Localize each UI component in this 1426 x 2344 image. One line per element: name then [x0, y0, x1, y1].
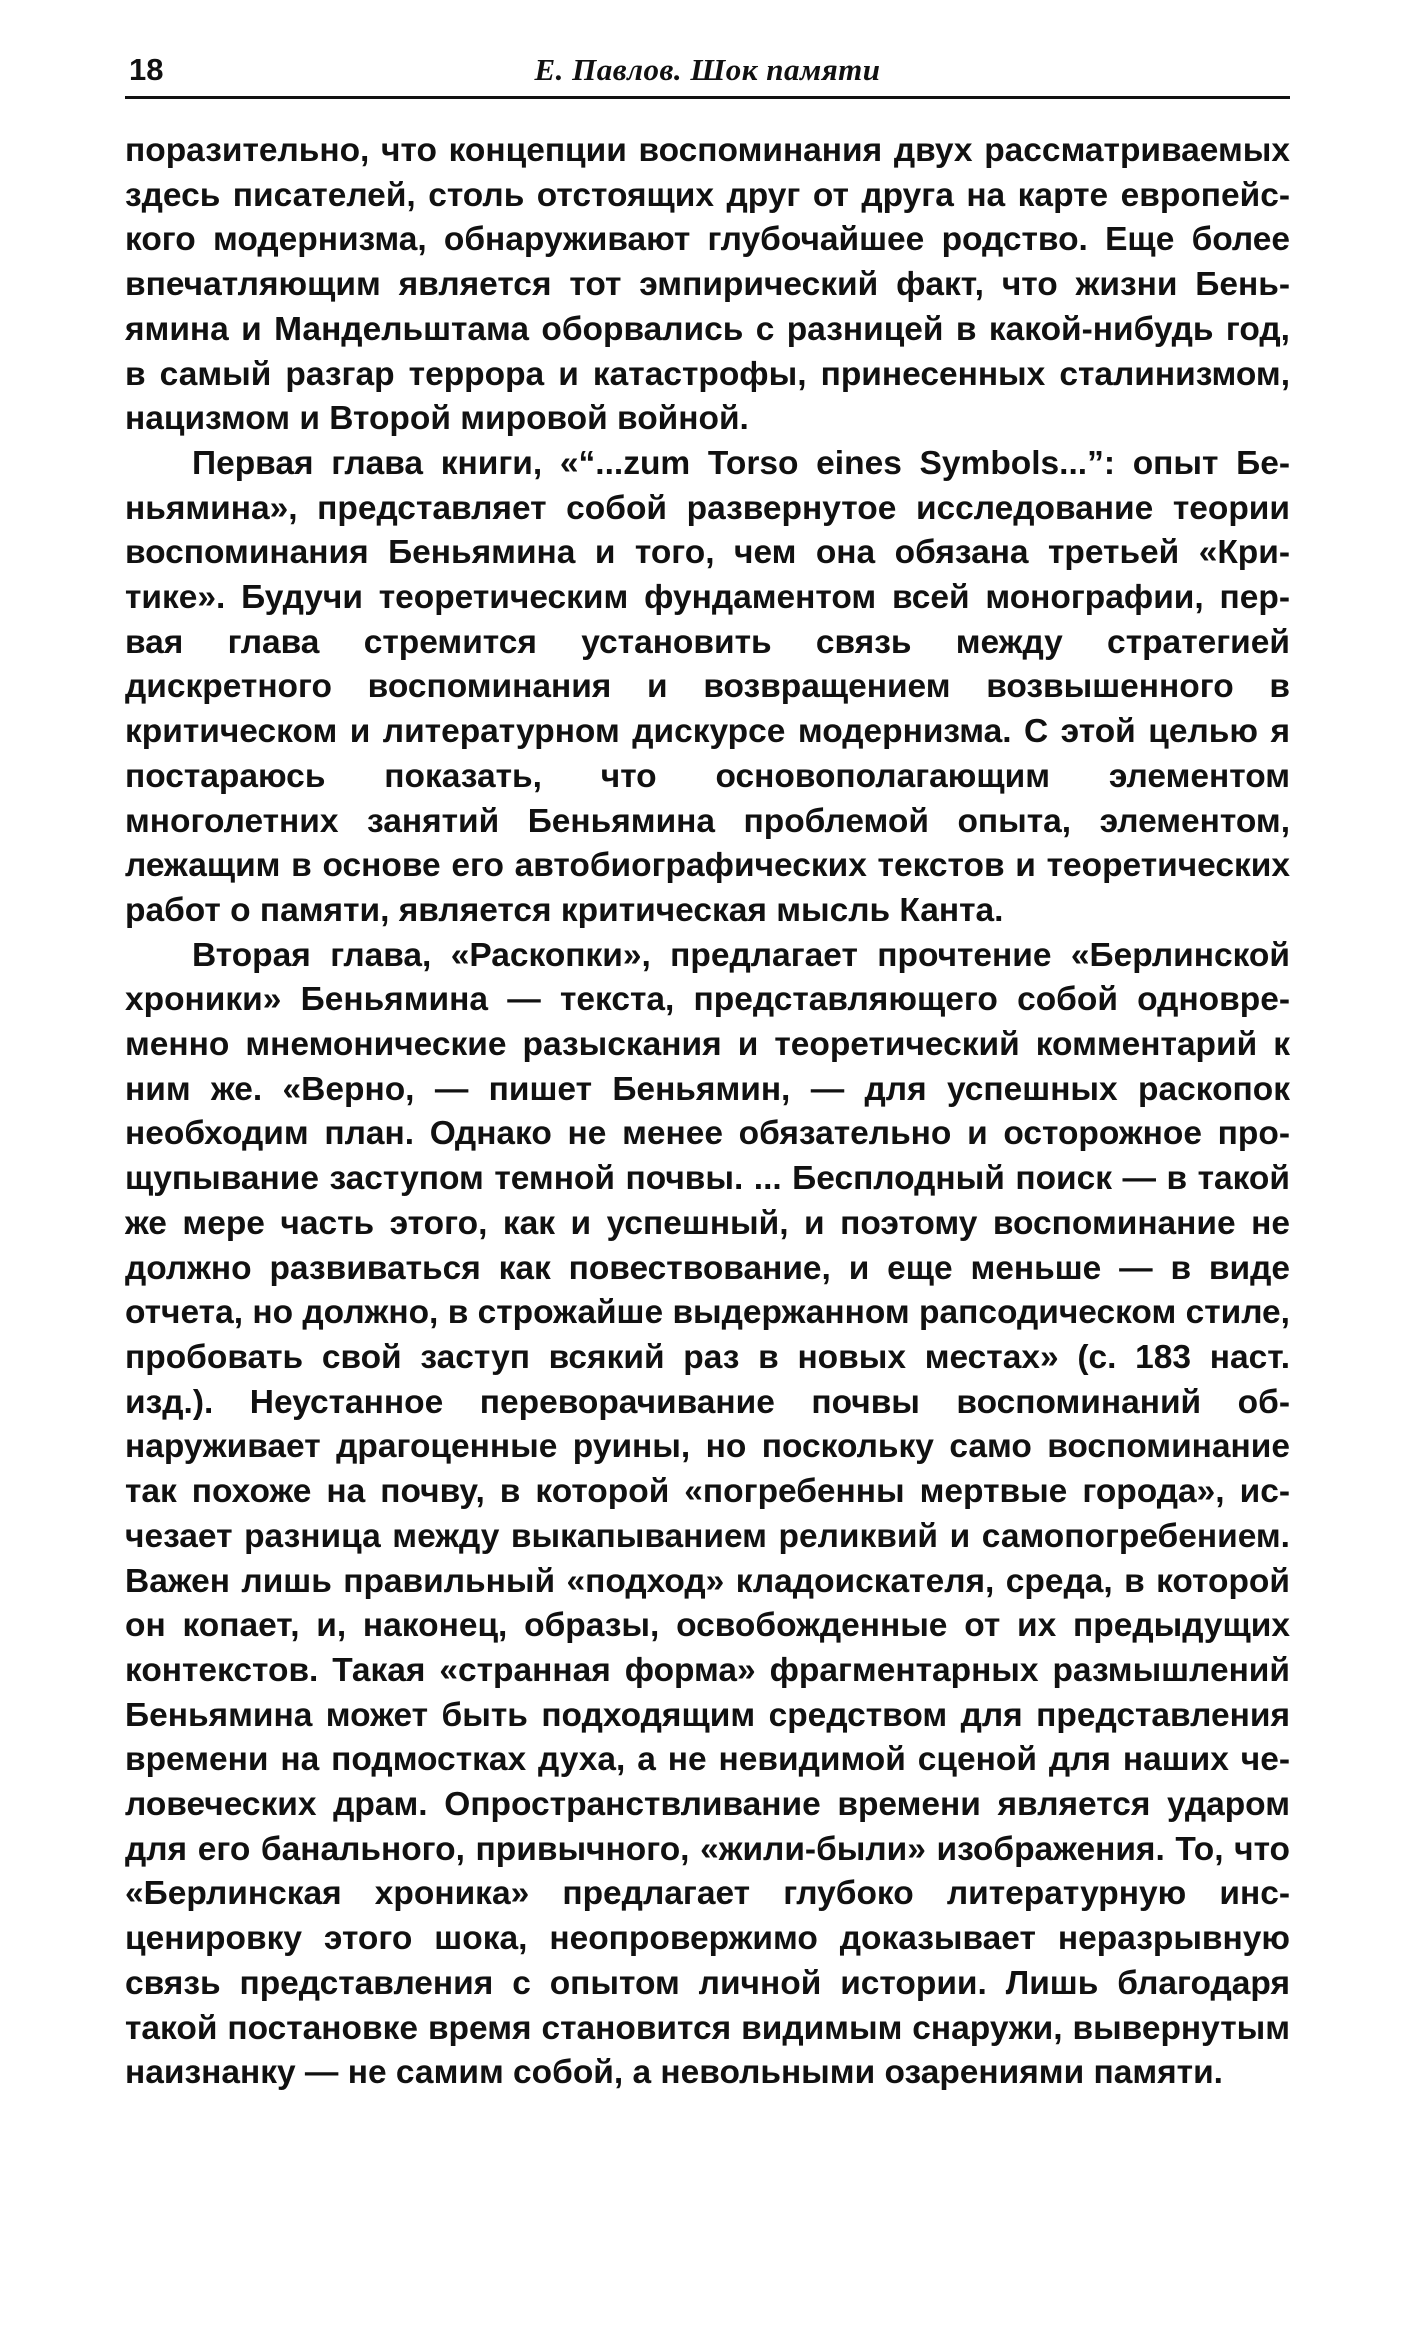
header-rule	[125, 96, 1290, 99]
paragraph: поразительно, что концепции воспоминания двух рассматриваемых здесь писателей, столь отстоящих друг от друга на карте европейского модернизма, обнаруживают глубочайшее родство. Еще более впечатляющим является тот эмпирический факт, что жизни Беньямина и Мандельштама оборвались с разницей в какой-нибудь год, в самый разгар террора и катастрофы, принесенных сталинизмом, нацизмом и Второй мировой войной.	[125, 132, 1290, 438]
page-number: 18	[129, 52, 164, 87]
paragraph: Вторая глава, «Раскопки», предлагает прочтение «Берлинской хроники» Беньямина — текста, представляющего собой одновременно мнемонические разыскания и теоретический комментарий к ним же. «Верно, — пишет Беньямин, — для успешных раскопок необходим план. Однако не менее обязательно и осторожное прощупывание заступом темной почвы. ... Бесплодный поиск — в такой же мере часть этого, как и успешный, и поэтому воспоминание не должно развиваться как повествование, и еще меньше — в виде отчета, но должно, в строжайше выдержанном рапсодическом стиле, пробовать свой заступ всякий раз в новых местах» (с. 183 наст. изд.). Неустанное переворачивание почвы воспоминаний обнаруживает драгоценные руины, но поскольку само воспоминание так похоже на почву, в которой «погребенны мертвые города», исчезает разница между выкапыванием реликвий и самопогребением. Важен лишь правильный «подход» кладоискателя, среда, в которой он копает, и, наконец, образы, освобожденные от их предыдущих контекстов. Такая «странная форма» фрагментарных размышлений Беньямина может быть подходящим средством для представления времени на подмостках духа, а не невидимой сценой для наших человеческих драм. Опространствливание времени является ударом для его банального, привычного, «жили-были» изображения. То, что «Берлинская хроника» предлагает глубоко литературную инсценировку этого шока, неопровержимо доказывает неразрывную связь представления с опытом личной истории. Лишь благодаря такой постановке время становится видимым снаружи, вывернутым наизнанку — не самим собой, а невольными озарениями памяти.	[125, 936, 1290, 2092]
body-text	[125, 129, 1290, 2096]
paragraph: Первая глава книги, «“...zum Torso eines Symbols...”: опыт Беньямина», представляет собой развернутое исследование теории воспоминания Беньямина и того, чем она обязана третьей «Критике». Будучи теоретическим фундаментом всей монографии, первая глава стремится установить связь между стратегией дискретного воспоминания и возвращением возвышенного в критическом и литературном дискурсе модернизма. С этой целью я постараюсь показать, что основополагающим элементом многолетних занятий Беньямина проблемой опыта, элементом, лежащим в основе его автобиографических текстов и теоретических работ о памяти, является критическая мысль Канта.	[125, 444, 1290, 929]
running-head	[125, 48, 1290, 94]
running-title: Е. Павлов. Шок памяти	[534, 52, 881, 87]
book-page	[125, 48, 1290, 2096]
